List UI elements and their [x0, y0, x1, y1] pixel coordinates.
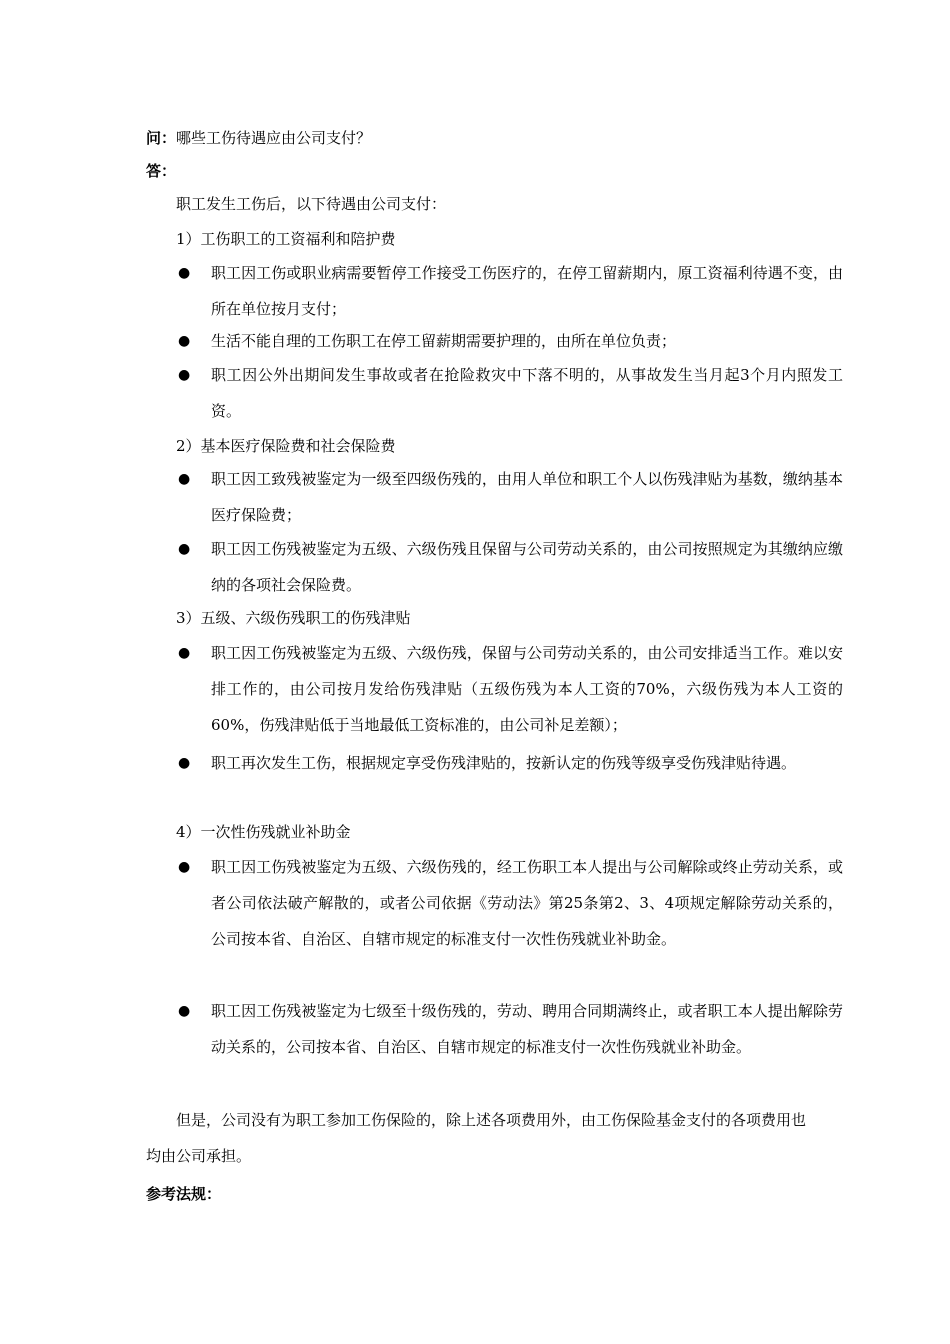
list-item: 职工因工伤残被鉴定为五级、六级伤残，保留与公司劳动关系的，由公司安排适当工作。难以安排工作的，由公司按月发给伤残津贴（五级伤残为本人工资的70%，六级伤残为本人工资的60%，伤残津贴低于当地最低工资标准的，由公司补足差额）；	[211, 644, 843, 734]
bullet-icon: ●	[178, 333, 191, 349]
closing-paragraph: 但是，公司没有为职工参加工伤保险的，除上述各项费用外，由工伤保险基金支付的各项费用也均由公司承担。	[146, 1111, 807, 1165]
list-item: 职工因工伤残被鉴定为五级、六级伤残且保留与公司劳动关系的，由公司按照规定为其缴纳应缴纳的各项社会保险费。	[211, 540, 843, 594]
section-heading: 1）工伤职工的工资福利和陪护费	[176, 230, 396, 248]
list-item: 职工因工伤或职业病需要暂停工作接受工伤医疗的，在停工留薪期内，原工资福利待遇不变，由所在单位按月支付；	[211, 264, 843, 318]
list-item: 生活不能自理的工伤职工在停工留薪期需要护理的，由所在单位负责；	[211, 332, 677, 350]
list-item: 职工因工伤残被鉴定为七级至十级伤残的，劳动、聘用合同期满终止，或者职工本人提出解除劳动关系的，公司按本省、自治区、自辖市规定的标准支付一次性伤残就业补助金。	[211, 1002, 843, 1056]
question-line	[146, 128, 371, 148]
list-item: 职工因工伤残被鉴定为五级、六级伤残的，经工伤职工本人提出与公司解除或终止劳动关系，或者公司依法破产解散的，或者公司依据《劳动法》第25条第2、3、4项规定解除劳动关系的，公司按本省、自治区、自辖市规定的标准支付一次性伤残就业补助金。	[211, 858, 843, 948]
section-heading: 4）一次性伤残就业补助金	[176, 823, 351, 841]
answer-intro: 职工发生工伤后，以下待遇由公司支付：	[176, 195, 447, 213]
bullet-icon: ●	[178, 859, 191, 875]
list-item: 职工因工致残被鉴定为一级至四级伤残的，由用人单位和职工个人以伤残津贴为基数，缴纳基本医疗保险费；	[211, 470, 843, 524]
question-text: 哪些工伤待遇应由公司支付？	[176, 129, 372, 147]
bullet-icon: ●	[178, 265, 191, 281]
list-item: 职工因公外出期间发生事故或者在抢险救灾中下落不明的，从事故发生当月起3个月内照发工资。	[211, 366, 843, 420]
references-label: 参考法规：	[146, 1185, 222, 1203]
bullet-icon: ●	[178, 541, 191, 557]
list-item: 职工再次发生工伤，根据规定享受伤残津贴的，按新认定的伤残等级享受伤残津贴待遇。	[211, 754, 797, 772]
bullet-icon: ●	[178, 367, 191, 383]
bullet-icon: ●	[178, 755, 191, 771]
section-heading: 3）五级、六级伤残职工的伤残津贴	[176, 609, 411, 627]
answer-label: 答：	[146, 162, 177, 180]
bullet-icon: ●	[178, 471, 191, 487]
bullet-icon: ●	[178, 1003, 191, 1019]
section-heading: 2）基本医疗保险费和社会保险费	[176, 437, 396, 455]
question-label: 问：	[146, 129, 177, 147]
bullet-icon: ●	[178, 645, 191, 661]
